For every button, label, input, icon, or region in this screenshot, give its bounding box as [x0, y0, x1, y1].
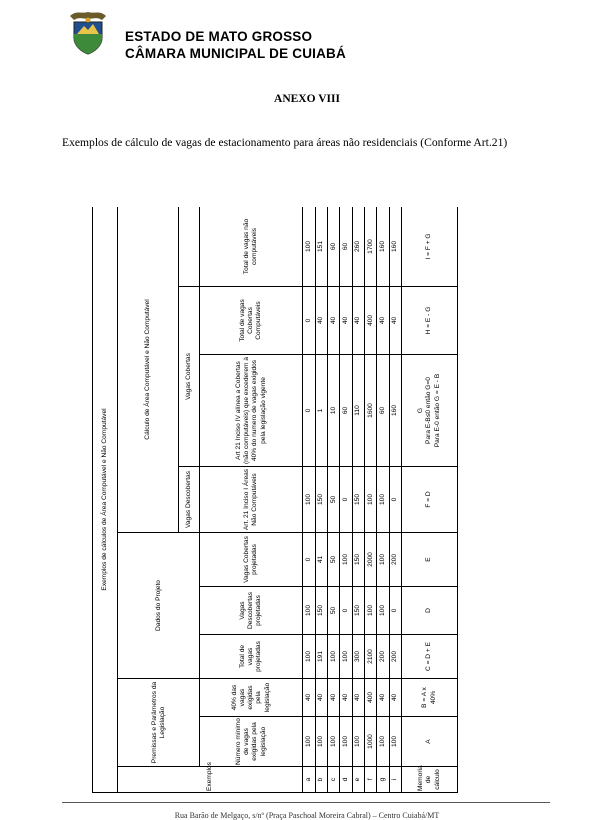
table-cell: 150 — [315, 467, 327, 533]
row-label: a — [303, 767, 315, 793]
memoria-cell: E — [402, 533, 458, 587]
table-cell: 1600 — [365, 355, 377, 467]
memoria-cell: G Para E-B≤0 então G=0 Para E-0 então G = E - B — [402, 355, 458, 467]
column-header: Art 21 Inciso IV alínea a Cobertas (não computáveis) que excederem à 40% do numero de vagas exigidos pela legislação vigente — [200, 355, 303, 467]
table-cell: 160 — [389, 207, 401, 287]
letterhead — [64, 8, 544, 64]
table-cell: 200 — [389, 635, 401, 679]
table-cell: 100 — [352, 717, 364, 767]
table-cell: 160 — [377, 207, 389, 287]
table-cell: 400 — [365, 679, 377, 717]
memoria-cell: D — [402, 587, 458, 635]
sub-vagas-descobertas: Vagas Descobertas — [179, 467, 200, 533]
table-cell: 41 — [315, 533, 327, 587]
table-cell: 40 — [340, 679, 352, 717]
table-cell: 100 — [340, 533, 352, 587]
table-cell: 40 — [340, 287, 352, 355]
footer-address: Rua Barão de Melgaço, s/nº (Praça Paschoal Moreira Cabral) – Centro Cuiabá/MT — [174, 811, 440, 820]
table-cell: 60 — [377, 355, 389, 467]
table-cell: 260 — [352, 207, 364, 287]
table-cell: 60 — [340, 207, 352, 287]
table-cell: 40 — [377, 287, 389, 355]
column-header: Vagas Cobertas projetadas — [200, 533, 303, 587]
column-header: 40% das vagas exigidas pela legislação — [200, 679, 303, 717]
table-cell: 100 — [303, 587, 315, 635]
table-cell: 200 — [377, 635, 389, 679]
column-header: Total de vagas Cobertas Computáveis — [200, 287, 303, 355]
state-name: ESTADO DE MATO GROSSO — [125, 29, 313, 44]
row-label: f — [365, 767, 377, 793]
table-cell: 1 — [315, 355, 327, 467]
table-cell: 151 — [315, 207, 327, 287]
table-cell: 0 — [340, 587, 352, 635]
table-cell: 60 — [340, 355, 352, 467]
memoria-label: Memoria de cálculo — [402, 767, 458, 793]
table-cell: 100 — [328, 717, 340, 767]
table-cell: 1700 — [365, 207, 377, 287]
sub-vagas-cobertas: Vagas Cobertas — [179, 287, 200, 467]
table-cell: 0 — [389, 467, 401, 533]
table-cell: 100 — [377, 533, 389, 587]
table-cell: 150 — [352, 533, 364, 587]
table-cell: 100 — [365, 587, 377, 635]
table-cell: 100 — [340, 717, 352, 767]
table-cell: 2000 — [365, 533, 377, 587]
table-cell: 40 — [352, 679, 364, 717]
rotated-table-container — [92, 207, 458, 793]
table-cell: 1000 — [365, 717, 377, 767]
footer-rule — [62, 802, 550, 803]
table-cell: 50 — [328, 533, 340, 587]
table-row — [328, 207, 340, 793]
table-cell: 100 — [340, 635, 352, 679]
table-row — [365, 207, 377, 793]
table-cell: 200 — [389, 533, 401, 587]
table-cell: 0 — [303, 287, 315, 355]
table-cell: 100 — [365, 467, 377, 533]
table-cell: 150 — [315, 587, 327, 635]
table-cell: 40 — [352, 287, 364, 355]
table-cell: 50 — [328, 587, 340, 635]
table-cell: 100 — [303, 467, 315, 533]
row-label: i — [389, 767, 401, 793]
row-label: b — [315, 767, 327, 793]
table-cell: 10 — [328, 355, 340, 467]
column-header: Vagas Descobertas projetadas — [200, 587, 303, 635]
table-cell: 100 — [377, 587, 389, 635]
table-cell: 100 — [377, 717, 389, 767]
table-row — [340, 207, 352, 793]
column-header: Total de vagas não computáveis — [200, 207, 303, 287]
table-cell: 150 — [352, 467, 364, 533]
chamber-name: CÂMARA MUNICIPAL DE CUIABÁ — [125, 46, 346, 61]
table-cell: 300 — [352, 635, 364, 679]
intro-paragraph: Exemplos de cálculo de vagas de estacionamento para áreas não residenciais (Conforme Art.21) — [62, 136, 508, 149]
table-cell: 40 — [328, 287, 340, 355]
table-cell: 100 — [328, 635, 340, 679]
row-label: c — [328, 767, 340, 793]
table-cell: 40 — [315, 679, 327, 717]
row-label: e — [352, 767, 364, 793]
table-cell: 100 — [303, 635, 315, 679]
memoria-cell: I = F + G — [402, 207, 458, 287]
table-cell: 100 — [389, 717, 401, 767]
parking-calc-table — [92, 207, 458, 793]
annex-title: ANEXO VIII — [274, 93, 340, 105]
table-cell: 40 — [389, 287, 401, 355]
group-calculo: Cálculo de Área Computável e Não Computável — [117, 207, 179, 533]
coat-of-arms-icon — [64, 8, 112, 56]
memoria-cell: B = A x 40% — [402, 679, 458, 717]
table-row — [303, 207, 315, 793]
table-cell: 400 — [365, 287, 377, 355]
table-cell: 100 — [303, 207, 315, 287]
table-cell: 100 — [377, 467, 389, 533]
group-dados-projeto: Dados do Projeto — [117, 533, 200, 679]
table-cell: 40 — [303, 679, 315, 717]
row-label: d — [340, 767, 352, 793]
table-cell: 2100 — [365, 635, 377, 679]
memoria-cell: C = D + E — [402, 635, 458, 679]
table-cell: 0 — [303, 533, 315, 587]
table-cell: 0 — [389, 587, 401, 635]
table-cell: 100 — [315, 717, 327, 767]
table-cell: 0 — [340, 467, 352, 533]
column-header: Art. 21 Inciso I Áreas Não Computáveis — [200, 467, 303, 533]
group-premissas: Premissas e Parâmetros da Legislação — [117, 679, 200, 767]
memoria-cell: F = D — [402, 467, 458, 533]
table-row — [352, 207, 364, 793]
table-row — [389, 207, 401, 793]
memoria-cell: H = E - G — [402, 287, 458, 355]
table-cell: 110 — [352, 355, 364, 467]
government-header — [125, 28, 346, 62]
table-cell: 60 — [328, 207, 340, 287]
table-cell: 191 — [315, 635, 327, 679]
table-cell: 100 — [303, 717, 315, 767]
column-header: Número mínimo de vagas exigidas pela legislação — [200, 717, 303, 767]
table-cell: 40 — [328, 679, 340, 717]
table-row — [377, 207, 389, 793]
column-header: Total de vagas projetadas — [200, 635, 303, 679]
col-exemplos: Exemplos — [117, 767, 303, 793]
memoria-cell: A — [402, 717, 458, 767]
blank-cell — [179, 207, 200, 287]
table-cell: 0 — [303, 355, 315, 467]
row-label: g — [377, 767, 389, 793]
table-cell: 40 — [315, 287, 327, 355]
table-caption: Exemplos de cálculos de Área Computável e Não Computável — [93, 207, 118, 793]
table-cell: 160 — [389, 355, 401, 467]
table-cell: 150 — [352, 587, 364, 635]
table-row — [315, 207, 327, 793]
table-cell: 50 — [328, 467, 340, 533]
table-cell: 40 — [389, 679, 401, 717]
table-cell: 40 — [377, 679, 389, 717]
